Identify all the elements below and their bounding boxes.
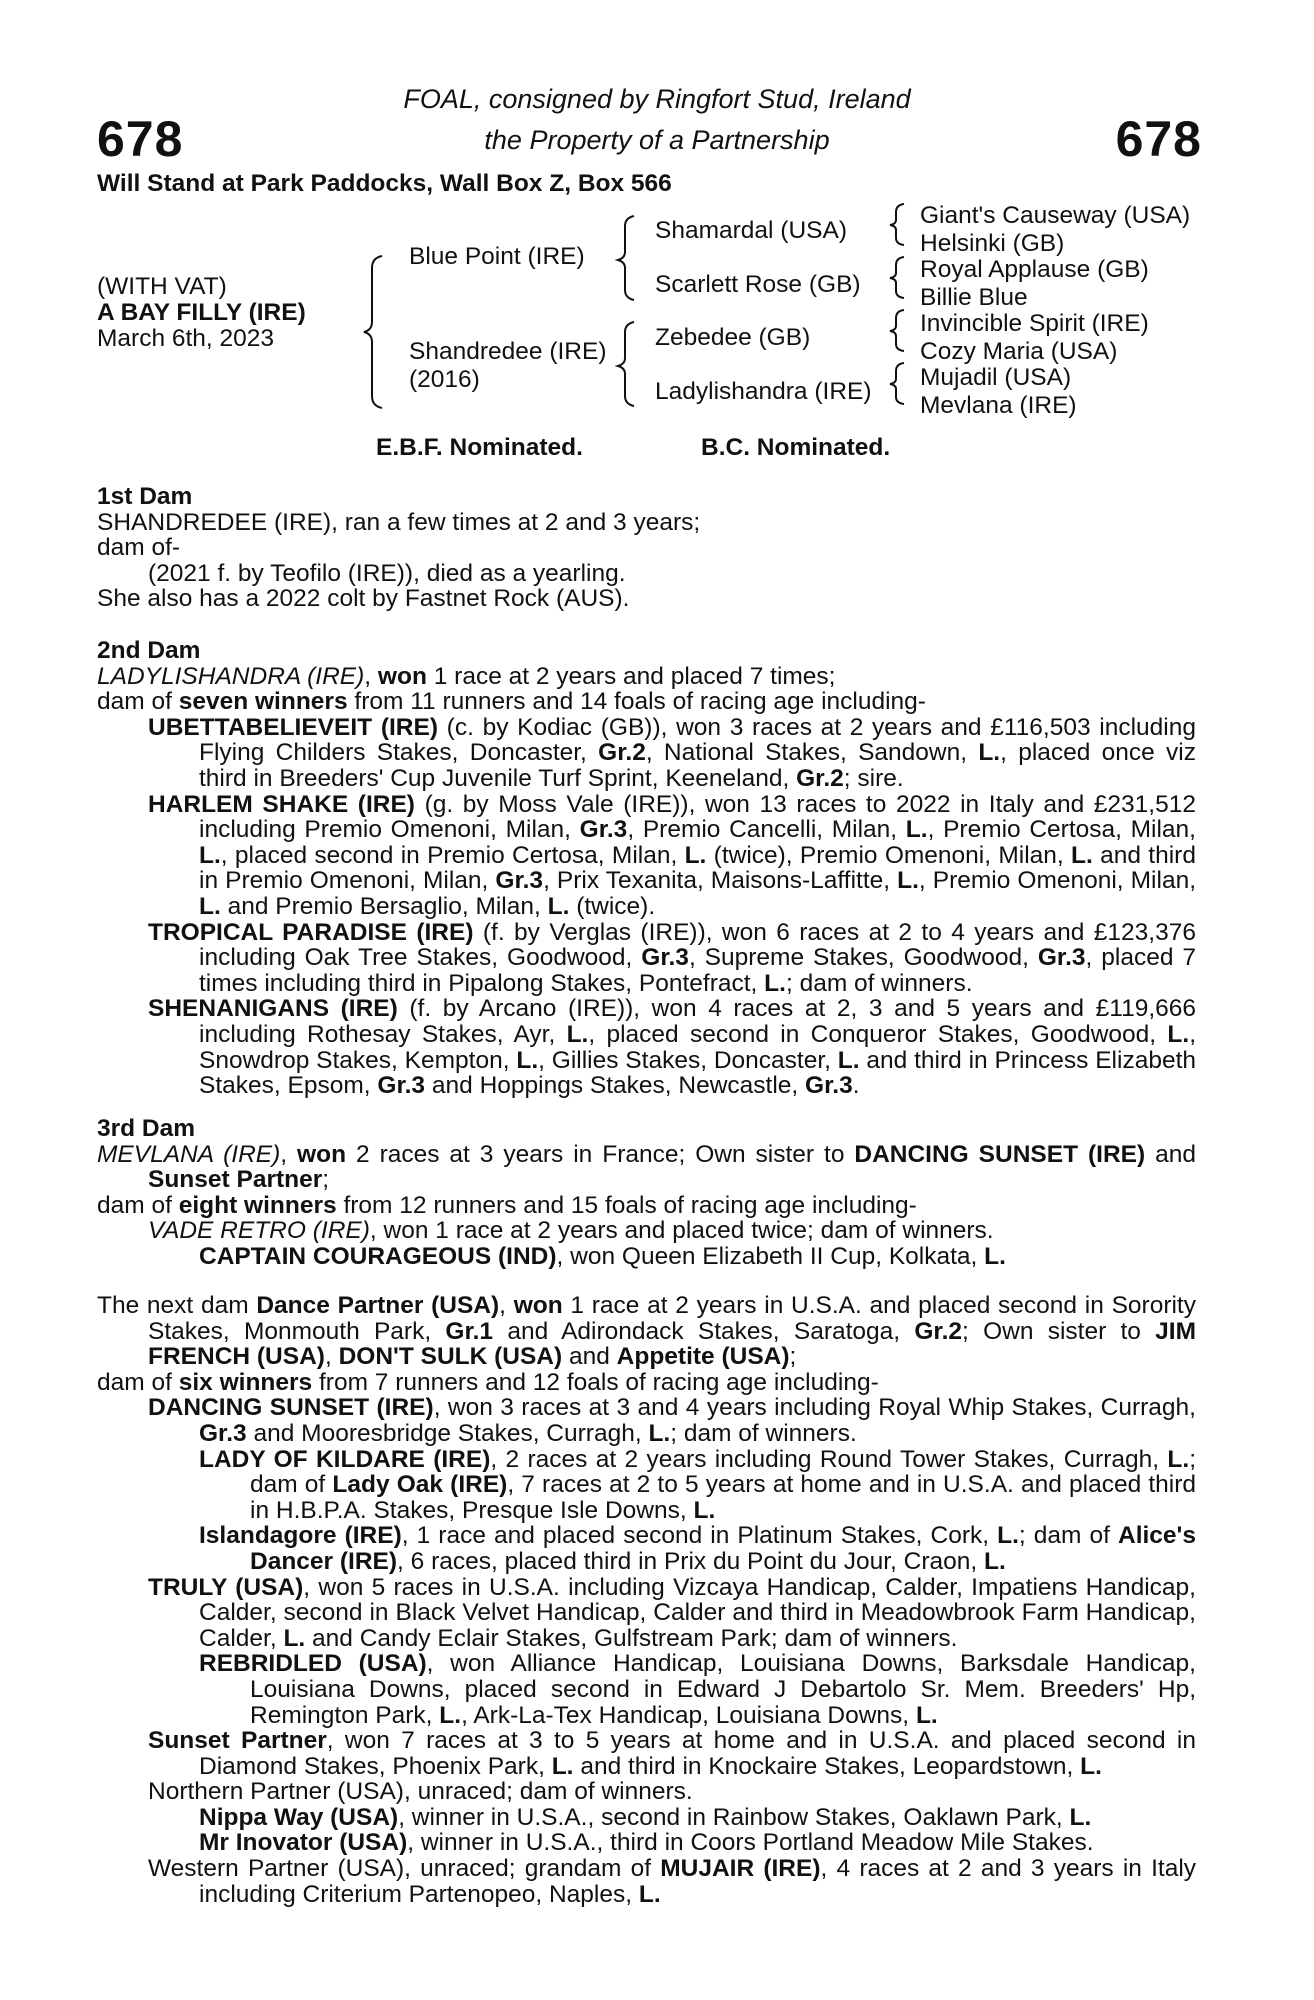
produce-lady-of-kildare xyxy=(97,1447,1196,1524)
next-dam-name: Dance Partner (USA) xyxy=(256,1292,500,1319)
race-record: , Supreme Stakes, Goodwood, xyxy=(688,944,1029,972)
sibling-name: Appetite (USA) xyxy=(616,1343,790,1371)
gg-1: Giant's Causeway (USA) xyxy=(920,202,1191,229)
horse-name: Alice's Dancer (IRE) xyxy=(250,1522,1197,1575)
won-label: won xyxy=(377,662,427,690)
next-dam-label: The next dam xyxy=(97,1292,249,1319)
second-dam-heading: 2nd Dam xyxy=(97,637,201,664)
race-record: , Premio Cancelli, Milan, xyxy=(627,816,898,844)
lot-dob: March 6th, 2023 xyxy=(97,325,275,352)
race-record: , 6 races, placed third in Prix du Point du Jour, Craon, xyxy=(397,1547,978,1575)
second-dam-damof xyxy=(97,689,1196,715)
first-dam-section xyxy=(97,484,1196,612)
horse-name: Nippa Way (USA) xyxy=(199,1803,399,1831)
grade: Gr.3 xyxy=(377,1072,426,1100)
race-record: , won 1 race at 2 years and placed twice; dam of winners. xyxy=(369,1217,994,1245)
produce-mr-inovator xyxy=(97,1830,1196,1856)
race-record: , placed second in Conqueror Stakes, Goodwood, xyxy=(588,1020,1157,1048)
second-dam-line: LADYLISHANDRA (IRE), won 1 race at 2 years and placed 7 times; xyxy=(97,662,836,690)
listed: L. xyxy=(638,1880,661,1908)
grade: Gr.3 xyxy=(805,1072,853,1100)
race-record: , 7 races at 2 to 5 years at home and in U.S.A. and placed third in H.B.P.A. Stakes, Presque Isle Downs, xyxy=(250,1471,1197,1524)
horse-name: UBETTABELIEVEIT (IRE) xyxy=(148,713,438,741)
winners-count: six winners xyxy=(178,1368,313,1396)
listed: L. xyxy=(764,969,786,997)
race-record: . xyxy=(852,1072,860,1100)
listed: L. xyxy=(1167,1020,1190,1048)
produce-dancing-sunset xyxy=(97,1395,1196,1446)
dam-dam: Ladylishandra (IRE) xyxy=(655,378,872,405)
gg-4: Billie Blue xyxy=(920,284,1028,311)
listed: L. xyxy=(551,1752,574,1780)
listed: L. xyxy=(199,892,221,920)
grade: Gr.3 xyxy=(1037,944,1086,972)
sibling-name: Sunset Partner xyxy=(148,1166,323,1194)
horse-name: LADY OF KILDARE (IRE) xyxy=(199,1445,491,1473)
produce-truly xyxy=(97,1575,1196,1652)
race-record: ; dam of xyxy=(250,1445,1196,1499)
property-line: the Property of a Partnership xyxy=(484,125,830,155)
horse-name: HARLEM SHAKE (IRE) xyxy=(148,790,415,818)
dam-year: (2016) xyxy=(409,366,480,393)
produce-western-partner xyxy=(97,1856,1196,1907)
race-record: , won 5 races in U.S.A. including Vizcaya Handicap, Calder, Impatiens Handicap, Calder, second in Black Velvet Handicap, Calder and third in Meadowbrook Farm Handicap, Calder, xyxy=(199,1573,1196,1652)
third-dam-name: MEVLANA (IRE) xyxy=(97,1140,281,1168)
gg-8: Mevlana (IRE) xyxy=(920,392,1077,419)
race-record: Western Partner (USA), unraced; grandam of xyxy=(148,1855,652,1883)
horse-name: Lady Oak (IRE) xyxy=(332,1471,508,1499)
race-record: and Mooresbridge Stakes, Curragh, xyxy=(253,1419,642,1447)
produce-shenanigans xyxy=(97,996,1196,1098)
next-dam-line: The next dam Dance Partner (USA), won 1 race at 2 years in U.S.A. and placed second in Sorority Stakes, Monmouth Park, Gr.1 and Adirondack Stakes, Saratoga, Gr.2; Own sister to JIM FRENCH (USA), DON'T SULK (USA) and Appetite (USA); xyxy=(97,1292,1197,1371)
race-record: , won 7 races at 3 to 5 years at home and in U.S.A. and placed second in Diamond Stakes, Phoenix Park, xyxy=(199,1727,1196,1780)
race-record: 1 race at 2 years in U.S.A. and placed second in Sorority Stakes, Monmouth Park, xyxy=(148,1292,1196,1345)
winners-count: eight winners xyxy=(178,1191,337,1219)
grade: Gr.2 xyxy=(598,739,646,767)
grade: Gr.3 xyxy=(495,867,544,895)
gg-5: Invincible Spirit (IRE) xyxy=(920,310,1149,337)
sire-sire: Shamardal (USA) xyxy=(655,217,847,244)
race-record: ; dam of winners. xyxy=(670,1419,857,1447)
listed: L. xyxy=(984,1242,1006,1270)
race-record: , Premio Omenoni, Milan, xyxy=(918,867,1197,895)
grade: Gr.2 xyxy=(796,764,844,792)
grade: Gr.1 xyxy=(445,1317,494,1345)
won-label: won xyxy=(513,1292,563,1319)
won-label: won xyxy=(297,1140,347,1168)
horse-name: TROPICAL PARADISE (IRE) xyxy=(148,918,474,946)
horse-name: MUJAIR (IRE) xyxy=(660,1855,821,1883)
listed: L. xyxy=(283,1624,306,1652)
race-record: ; xyxy=(789,1343,797,1371)
race-record: , 2 races at 2 years including Round Tower Stakes, Curragh, xyxy=(490,1445,1160,1473)
stand-location: Will Stand at Park Paddocks, Wall Box Z, Box 566 xyxy=(97,170,672,197)
race-record: (f. by Arcano (IRE)), won 4 races at 2, 3 and 5 years and £119,666 including Rothesay Stakes, Ayr, xyxy=(199,995,1196,1048)
listed: L. xyxy=(648,1419,671,1447)
listed: L. xyxy=(915,1701,938,1729)
race-record: ; Own sister to xyxy=(962,1317,1141,1345)
race-record: and Premio Bersaglio, Milan, xyxy=(227,892,541,920)
race-record: , placed second in Premio Certosa, Milan, xyxy=(220,841,678,869)
horse-name: CAPTAIN COURAGEOUS (IND) xyxy=(199,1242,557,1270)
race-record: , Gillies Stakes, Doncaster, xyxy=(538,1046,831,1074)
gg-2: Helsinki (GB) xyxy=(920,230,1065,257)
listed: L. xyxy=(997,1522,1019,1550)
race-record: (twice). xyxy=(576,892,656,920)
race-record: 2 races at 3 years in France; Own sister to xyxy=(356,1140,845,1168)
damof-detail: from 12 runners and 15 foals of racing age including- xyxy=(343,1191,917,1219)
race-record: , 4 races at 2 and 3 years in Italy including Criterium Partenopeo, Naples, xyxy=(199,1855,1197,1908)
grade: Gr.3 xyxy=(641,944,689,972)
listed: L. xyxy=(984,1547,1006,1575)
race-record: (g. by Moss Vale (IRE)), won 13 races to 2022 in Italy and £231,512 including Premio Omenoni, Milan, xyxy=(199,790,1196,844)
race-record: and xyxy=(1155,1140,1196,1168)
damof-detail: from 7 runners and 12 foals of racing age including- xyxy=(318,1368,879,1396)
dam: Shandredee (IRE) xyxy=(409,338,607,365)
race-record: , 1 race and placed second in Platinum Stakes, Cork, xyxy=(401,1522,990,1550)
listed: L. xyxy=(978,739,1001,767)
winners-count: seven winners xyxy=(178,688,348,716)
produce-northern-partner: Northern Partner (USA), unraced; dam of winners. xyxy=(148,1778,693,1806)
grade: Gr.2 xyxy=(914,1317,963,1345)
third-dam-damof xyxy=(97,1193,1196,1219)
grade: Gr.3 xyxy=(579,816,628,844)
horse-name: Sunset Partner xyxy=(148,1727,327,1755)
produce-tropical-paradise xyxy=(97,920,1196,997)
listed: L. xyxy=(566,1020,589,1048)
first-dam-produce: (2021 f. by Teofilo (IRE)), died as a yearling. xyxy=(148,559,626,587)
listed: L. xyxy=(1071,841,1093,869)
lot-number-left: 678 xyxy=(97,111,184,167)
race-record: , Snowdrop Stakes, Kempton, xyxy=(199,1020,1196,1074)
produce-islandagore xyxy=(97,1523,1196,1574)
listed: L. xyxy=(516,1046,539,1074)
race-record: ; xyxy=(322,1166,330,1194)
listed: L. xyxy=(684,841,707,869)
horse-name: DANCING SUNSET (IRE) xyxy=(148,1394,434,1422)
consignor-line: FOAL, consigned by Ringfort Stud, Ireland xyxy=(403,84,911,114)
vat-label: (WITH VAT) xyxy=(97,273,227,300)
race-record: , won Queen Elizabeth II Cup, Kolkata, xyxy=(556,1242,978,1270)
listed: L. xyxy=(837,1046,860,1074)
gg-3: Royal Applause (GB) xyxy=(920,256,1149,283)
produce-rebridled xyxy=(97,1651,1196,1728)
produce-nippa-way xyxy=(97,1805,1196,1831)
listed: L. xyxy=(439,1701,462,1729)
race-record: , winner in U.S.A., third in Coors Portland Meadow Mile Stakes. xyxy=(407,1829,1094,1857)
listed: L. xyxy=(1167,1445,1190,1473)
damof-label: dam of xyxy=(97,688,172,716)
listed: L. xyxy=(547,892,570,920)
damof-label: dam of xyxy=(97,1191,172,1219)
race-record: , winner in U.S.A., second in Rainbow Stakes, Oaklawn Park, xyxy=(398,1803,1063,1831)
listed: L. xyxy=(199,841,221,869)
sibling-name: JIM FRENCH (USA) xyxy=(148,1317,1197,1371)
race-record: and Adirondack Stakes, Saratoga, xyxy=(507,1317,901,1345)
third-dam-heading: 3rd Dam xyxy=(97,1115,196,1142)
race-record: and third in Knockaire Stakes, Leopardstown, xyxy=(580,1752,1074,1780)
horse-name: Islandagore (IRE) xyxy=(199,1522,402,1550)
produce-harlem-shake xyxy=(97,792,1196,920)
first-dam-note: She also has a 2022 colt by Fastnet Rock (AUS). xyxy=(97,585,630,613)
produce-vade-retro xyxy=(97,1218,1196,1244)
listed: L. xyxy=(897,867,919,895)
race-record: and Candy Eclair Stakes, Gulfstream Park; dam of winners. xyxy=(312,1624,958,1652)
sibling-name: DON'T SULK (USA) xyxy=(338,1343,563,1371)
horse-name: SHENANIGANS (IRE) xyxy=(148,995,398,1023)
race-record: and third in Premio Omenoni, Milan, xyxy=(199,841,1196,895)
damof-label: dam of xyxy=(97,1368,172,1396)
race-record: , Prix Texanita, Maisons-Laffitte, xyxy=(543,867,891,895)
race-record: (f. by Verglas (IRE)), won 6 races at 2 to 4 years and £123,376 including Oak Tree Stakes, Goodwood, xyxy=(199,918,1196,972)
race-record: (c. by Kodiac (GB)), won 3 races at 2 years and £116,503 including Flying Childers Stakes, Doncaster, xyxy=(199,713,1196,767)
race-record: (twice), Premio Omenoni, Milan, xyxy=(713,841,1064,869)
race-record: , won Alliance Handicap, Louisiana Downs, Barksdale Handicap, Louisiana Downs, placed second in Edward J Debartolo Sr. Mem. Breeders' Hp, Remington Park, xyxy=(250,1650,1196,1729)
lot-number-right: 678 xyxy=(1115,111,1202,167)
race-record: , National Stakes, Sandown, xyxy=(645,739,968,767)
damof-detail: from 11 runners and 14 foals of racing age including- xyxy=(354,688,926,716)
race-record: , Premio Certosa, Milan, xyxy=(927,816,1196,844)
grade: Gr.3 xyxy=(199,1419,247,1447)
race-record: , placed once viz third in Breeders' Cup Juvenile Turf Sprint, Keeneland, xyxy=(199,739,1197,792)
race-record: ; dam of winners. xyxy=(785,969,973,997)
race-record: and xyxy=(568,1343,610,1371)
race-record: , placed 7 times including third in Pipalong Stakes, Pontefract, xyxy=(199,944,1196,997)
first-dam-damof: dam of- xyxy=(97,534,181,562)
sire-dam: Scarlett Rose (GB) xyxy=(655,271,861,298)
gg-6: Cozy Maria (USA) xyxy=(920,338,1118,365)
next-dam-damof xyxy=(97,1370,1196,1396)
third-dam-section xyxy=(97,1116,1196,1270)
sibling-name: DANCING SUNSET (IRE) xyxy=(854,1140,1146,1168)
race-record: , Ark-La-Tex Handicap, Louisiana Downs, xyxy=(461,1701,910,1729)
race-record: and third in Princess Elizabeth Stakes, Epsom, xyxy=(199,1046,1197,1100)
next-dam-section xyxy=(97,1293,1196,1907)
race-record: and Hoppings Stakes, Newcastle, xyxy=(431,1072,799,1100)
first-dam-heading: 1st Dam xyxy=(97,483,193,510)
produce-captain-courageous xyxy=(97,1244,1196,1270)
listed: L. xyxy=(1080,1752,1102,1780)
race-record: ; sire. xyxy=(843,764,904,792)
listed: L. xyxy=(1069,1803,1092,1831)
listed: L. xyxy=(905,816,928,844)
horse-name: VADE RETRO (IRE) xyxy=(148,1217,370,1245)
sire: Blue Point (IRE) xyxy=(409,243,585,270)
produce-ubettabelieveit xyxy=(97,715,1196,792)
second-dam-section xyxy=(97,638,1196,1099)
produce-sunset-partner xyxy=(97,1728,1196,1779)
dam-sire: Zebedee (GB) xyxy=(655,324,811,351)
third-dam-line: MEVLANA (IRE), won 2 races at 3 years in France; Own sister to DANCING SUNSET (IRE) and Sunset Partner; xyxy=(97,1140,1196,1194)
race-record: , won 3 races at 3 and 4 years including Royal Whip Stakes, Curragh, xyxy=(433,1394,1196,1422)
horse-name: REBRIDLED (USA) xyxy=(199,1650,427,1678)
listed: L. xyxy=(693,1496,716,1524)
bc-nomination: B.C. Nominated. xyxy=(701,434,891,461)
second-dam-name: LADYLISHANDRA (IRE) xyxy=(97,662,365,690)
lot-name: A BAY FILLY (IRE) xyxy=(97,299,306,326)
horse-name: TRULY (USA) xyxy=(148,1573,304,1601)
race-record: ; dam of xyxy=(1018,1522,1110,1550)
separator: , xyxy=(324,1343,332,1371)
second-dam-record: 1 race at 2 years and placed 7 times; xyxy=(433,662,836,690)
horse-name: Mr Inovator (USA) xyxy=(199,1829,408,1857)
gg-7: Mujadil (USA) xyxy=(920,364,1072,391)
first-dam-line: SHANDREDEE (IRE), ran a few times at 2 and 3 years; xyxy=(97,508,701,536)
ebf-nomination: E.B.F. Nominated. xyxy=(376,434,583,461)
